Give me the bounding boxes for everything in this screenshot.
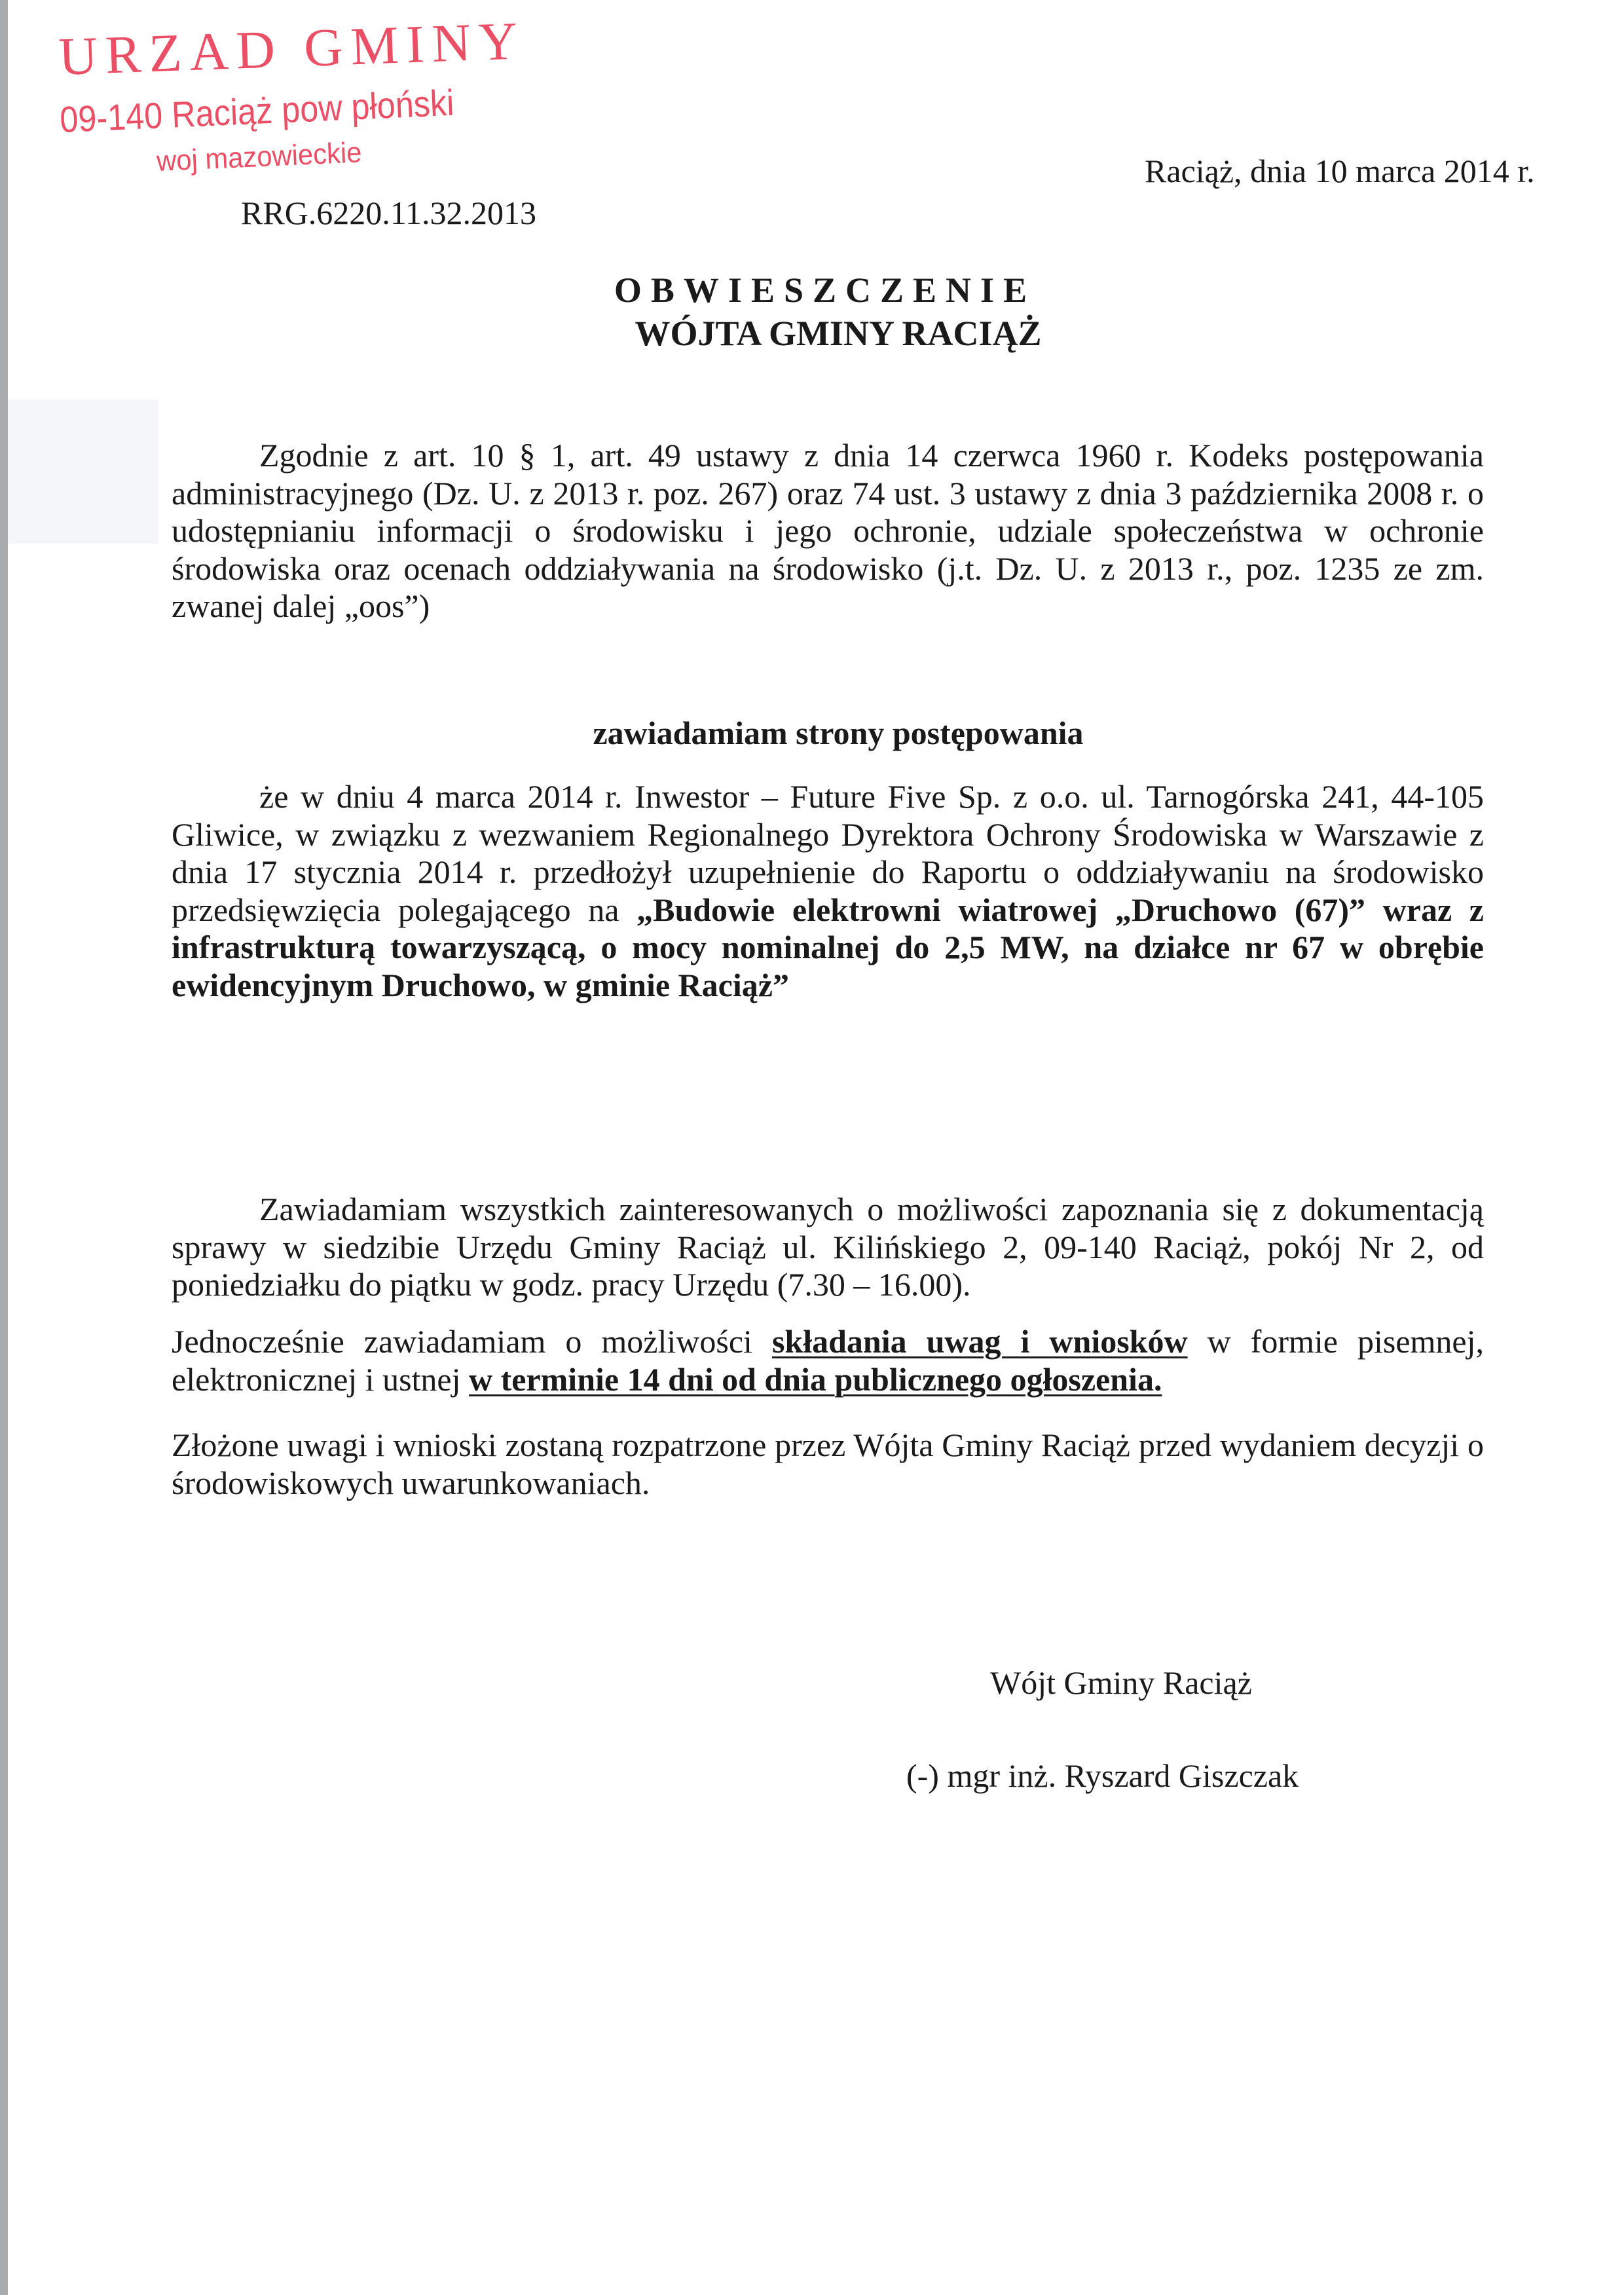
decision-paragraph (172, 1427, 1484, 1502)
comments-text-1: Jednocześnie zawiadamiam o możliwości (172, 1323, 772, 1360)
signatory-title: Wójt Gminy Raciąż (990, 1664, 1252, 1701)
scan-artifact (8, 400, 158, 544)
stamp-voivodeship: woj mazowieckie (156, 136, 363, 177)
signatory-name: (-) mgr inż. Ryszard Giszczak (906, 1757, 1299, 1794)
investment-text: że w dniu 4 marca 2014 r. Inwestor – Future Five Sp. z o.o. ul. Tarnogórska 241, 44-105 Gliwice, w związku z wezwaniem Regionalnego Dyrektora Ochrony Środowiska w Warszawie z dnia 17 stycznia 2014 r. przedłożył uzupełnienie do Raportu o oddziaływaniu na środowisko przedsięwzięcia polegającego na (172, 778, 1484, 928)
legal-basis-text: Zgodnie z art. 10 § 1, art. 49 ustawy z dnia 14 czerwca 1960 r. Kodeks postępowania administracyjnego (Dz. U. z 2013 r. poz. 267) oraz 74 ust. 3 ustawy z dnia 3 października 2008 r. o udostępnianiu informacji o środowisku i jego ochronie, udziale społeczeństwa w ochronie środowiska oraz ocenach oddziaływania na środowisko (j.t. Dz. U. z 2013 r., poz. 1235 ze zm. zwanej dalej „oos”) (172, 437, 1484, 624)
investment-paragraph (172, 778, 1484, 1004)
place-date: Raciąż, dnia 10 marca 2014 r. (1145, 153, 1535, 189)
inspection-text: Zawiadamiam wszystkich zainteresowanych o możliwości zapoznania się z dokumentacją sprawy w siedzibie Urzędu Gminy Raciąż ul. Kilińskiego 2, 09-140 Raciąż, pokój Nr 2, od poniedziałku do piątku w godz. pracy Urzędu (7.30 – 16.00). (172, 1191, 1484, 1303)
notice-subheading: zawiadamiam strony postępowania (593, 715, 1084, 751)
comments-paragraph (172, 1323, 1484, 1398)
stamp-address: 09-140 Raciąż pow płoński (59, 81, 455, 140)
comments-deadline: w terminie 14 dni od dnia publicznego ogłoszenia. (469, 1360, 1162, 1398)
document-title: OBWIESZCZENIE (614, 271, 1037, 310)
decision-text: Złożone uwagi i wnioski zostaną rozpatrzone przez Wójta Gminy Raciąż przed wydaniem decyzji o środowiskowych uwarunkowaniach. (172, 1427, 1484, 1501)
reference-number: RRG.6220.11.32.2013 (241, 195, 536, 231)
document-issuer: WÓJTA GMINY RACIĄŻ (635, 314, 1042, 353)
inspection-paragraph (172, 1191, 1484, 1304)
comments-emphasis-1: składania uwag i wniosków (771, 1323, 1188, 1360)
investment-name: „Budowie elektrowni wiatrowej „Druchowo (67)” wraz z infrastrukturą towarzyszącą, o mocy nominalnej do 2,5 MW, na działce nr 67 w obrębie ewidencyjnym Druchowo, w gminie Raciąż” (172, 891, 1484, 1003)
legal-basis-paragraph (172, 437, 1484, 625)
stamp-office-name: URZAD GMINY (58, 10, 526, 86)
comments-text-2: w formie pisemnej, elektronicznej i ustnej (172, 1323, 1484, 1398)
